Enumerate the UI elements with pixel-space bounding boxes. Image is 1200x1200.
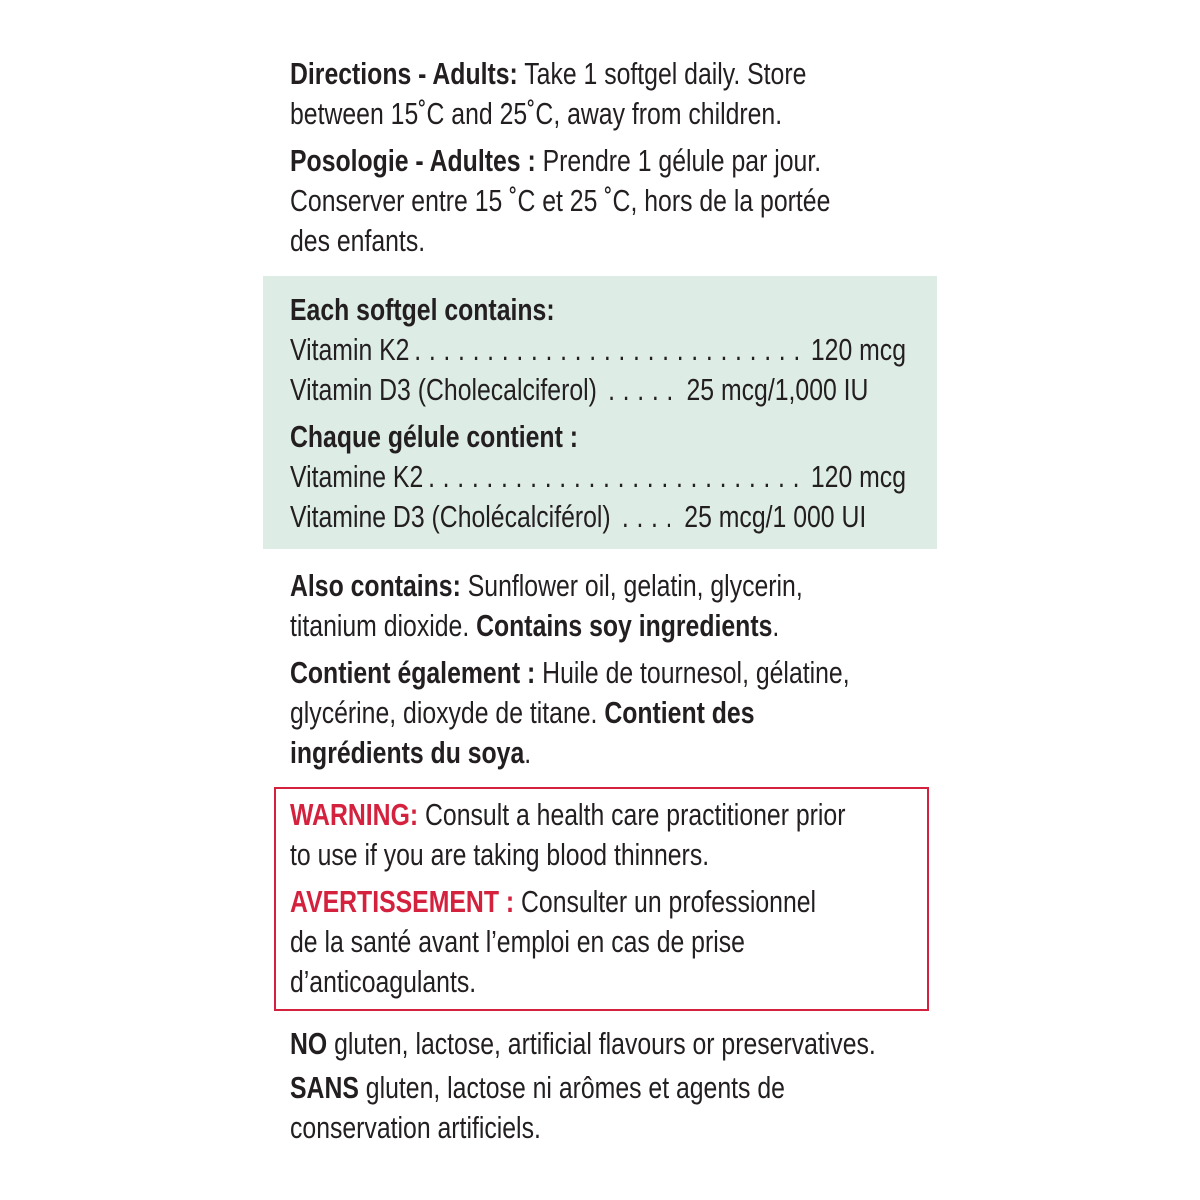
directions-fr-text: Prendre 1 gélule par jour. xyxy=(535,143,822,178)
free-from-fr-text: gluten, lactose ni arômes et agents de xyxy=(358,1070,785,1105)
warning-en-line: to use if you are taking blood thinners. xyxy=(290,837,710,872)
directions-fr-line xyxy=(290,143,821,179)
directions-fr-label: Posologie - Adultes : xyxy=(290,143,536,178)
also-fr-text: Huile de tournesol, gélatine, xyxy=(535,655,850,690)
also-fr-line xyxy=(290,695,755,731)
also-en-text: Sunflower oil, gelatin, glycerin, xyxy=(460,568,803,603)
ingredients-fr-heading: Chaque gélule contient : xyxy=(290,419,578,454)
free-from-fr-line: conservation artificiels. xyxy=(290,1110,541,1145)
free-from-fr-line xyxy=(290,1070,785,1106)
directions-en-label: Directions - Adults: xyxy=(290,56,518,91)
warning-en-text: Consult a health care practitioner prior xyxy=(418,797,846,832)
directions-en-line: between 15˚C and 25˚C, away from children. xyxy=(290,96,783,131)
allergen-en: Contains soy ingredients xyxy=(476,608,773,643)
ingredient-row xyxy=(290,332,906,368)
ingredient-row xyxy=(290,459,906,495)
ingredient-name: Vitamin K2 xyxy=(290,332,410,367)
also-en-line xyxy=(290,568,803,604)
also-en-line xyxy=(290,608,779,644)
allergen-fr: Contient des xyxy=(604,695,755,730)
warning-fr-label: AVERTISSEMENT : xyxy=(290,884,515,919)
ingredient-name: Vitamine D3 (Cholécalciférol) xyxy=(290,499,611,534)
directions-fr-line: des enfants. xyxy=(290,223,426,258)
also-en-label: Also contains: xyxy=(290,568,461,603)
warning-en-label: WARNING: xyxy=(290,797,419,832)
period: . xyxy=(524,735,532,770)
warning-fr-line: de la santé avant l’emploi en cas de prise xyxy=(290,924,745,959)
free-from-en-line xyxy=(290,1026,876,1062)
dot-leader xyxy=(414,332,806,368)
warning-fr-line: d’anticoagulants. xyxy=(290,964,477,999)
ingredient-amount: 120 mcg xyxy=(810,459,906,494)
ingredient-amount: 25 mcg/1,000 IU xyxy=(686,372,869,407)
free-from-en-text: gluten, lactose, artificial flavours or preservatives. xyxy=(327,1026,876,1061)
directions-en-line xyxy=(290,56,806,92)
directions-en-text: Take 1 softgel daily. Store xyxy=(517,56,807,91)
directions-fr-line: Conserver entre 15 ˚C et 25 ˚C, hors de la portée xyxy=(290,183,831,218)
also-fr-line xyxy=(290,655,850,691)
ingredient-name: Vitamine K2 xyxy=(290,459,424,494)
ingredient-amount: 25 mcg/1 000 UI xyxy=(684,499,867,534)
also-fr-label: Contient également : xyxy=(290,655,536,690)
dot-leader xyxy=(608,372,672,408)
dot-leader xyxy=(428,459,806,495)
ingredient-row xyxy=(290,499,906,535)
also-en-text: titanium dioxide. xyxy=(290,608,477,643)
free-from-fr-label: SANS xyxy=(290,1070,359,1105)
ingredients-en-heading: Each softgel contains: xyxy=(290,292,555,327)
free-from-en-label: NO xyxy=(290,1026,328,1061)
ingredient-row xyxy=(290,372,906,408)
also-fr-text: glycérine, dioxyde de titane. xyxy=(290,695,605,730)
dot-leader xyxy=(622,499,670,535)
ingredient-name: Vitamin D3 (Cholecalciferol) xyxy=(290,372,597,407)
also-fr-line xyxy=(290,735,531,771)
warning-fr-line xyxy=(290,884,816,920)
period: . xyxy=(772,608,780,643)
warning-en-line xyxy=(290,797,845,833)
allergen-fr: ingrédients du soya xyxy=(290,735,525,770)
ingredient-amount: 120 mcg xyxy=(810,332,906,367)
warning-fr-text: Consulter un professionnel xyxy=(514,884,817,919)
